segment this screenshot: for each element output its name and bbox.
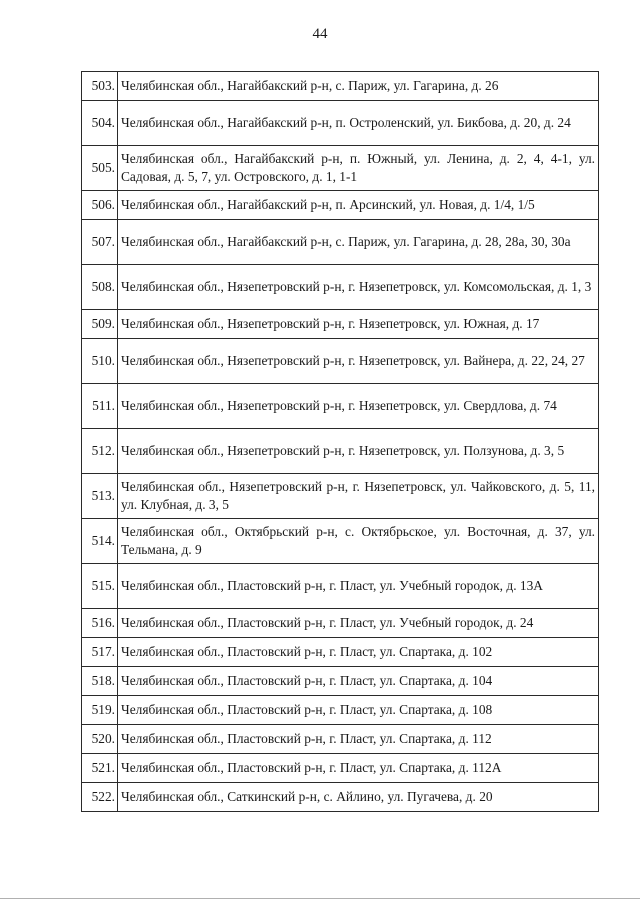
- row-number: 517.: [82, 638, 118, 667]
- row-number: 511.: [82, 384, 118, 429]
- table-row: [82, 191, 599, 220]
- address-cell: Челябинская обл., Пластовский р-н, г. Пласт, ул. Спартака, д. 104: [118, 667, 599, 696]
- row-number: 512.: [82, 429, 118, 474]
- address-cell: Челябинская обл., Нязепетровский р-н, г. Нязепетровск, ул. Вайнера, д. 22, 24, 27: [118, 339, 599, 384]
- table-row: [82, 265, 599, 310]
- address-cell: Челябинская обл., Нагайбакский р-н, п. Южный, ул. Ленина, д. 2, 4, 4-1, ул. Садовая, д. 5, 7, ул. Островского, д. 1, 1-1: [118, 146, 599, 191]
- table-row: [82, 474, 599, 519]
- row-number: 504.: [82, 101, 118, 146]
- row-number: 518.: [82, 667, 118, 696]
- row-number: 506.: [82, 191, 118, 220]
- row-number: 516.: [82, 609, 118, 638]
- table-row: [82, 310, 599, 339]
- address-cell: Челябинская обл., Нязепетровский р-н, г. Нязепетровск, ул. Комсомольская, д. 1, 3: [118, 265, 599, 310]
- address-cell: Челябинская обл., Саткинский р-н, с. Айлино, ул. Пугачева, д. 20: [118, 783, 599, 812]
- address-cell: Челябинская обл., Нагайбакский р-н, п. Остроленский, ул. Бикбова, д. 20, д. 24: [118, 101, 599, 146]
- row-number: 520.: [82, 725, 118, 754]
- table-row: [82, 564, 599, 609]
- row-number: 505.: [82, 146, 118, 191]
- row-number: 507.: [82, 220, 118, 265]
- address-cell: Челябинская обл., Октябрьский р-н, с. Октябрьское, ул. Восточная, д. 37, ул. Тельмана, д. 9: [118, 519, 599, 564]
- table-row: [82, 638, 599, 667]
- row-number: 522.: [82, 783, 118, 812]
- address-cell: Челябинская обл., Пластовский р-н, г. Пласт, ул. Учебный городок, д. 13А: [118, 564, 599, 609]
- table-row: [82, 667, 599, 696]
- address-table: [81, 71, 599, 812]
- table-row: [82, 783, 599, 812]
- row-number: 519.: [82, 696, 118, 725]
- row-number: 510.: [82, 339, 118, 384]
- address-cell: Челябинская обл., Нагайбакский р-н, п. Арсинский, ул. Новая, д. 1/4, 1/5: [118, 191, 599, 220]
- table-row: [82, 339, 599, 384]
- address-cell: Челябинская обл., Пластовский р-н, г. Пласт, ул. Учебный городок, д. 24: [118, 609, 599, 638]
- row-number: 508.: [82, 265, 118, 310]
- address-cell: Челябинская обл., Нязепетровский р-н, г. Нязепетровск, ул. Чайковского, д. 5, 11, ул. Клубная, д. 3, 5: [118, 474, 599, 519]
- address-cell: Челябинская обл., Нязепетровский р-н, г. Нязепетровск, ул. Ползунова, д. 3, 5: [118, 429, 599, 474]
- table-row: [82, 146, 599, 191]
- row-number: 503.: [82, 72, 118, 101]
- table-row: [82, 696, 599, 725]
- address-cell: Челябинская обл., Пластовский р-н, г. Пласт, ул. Спартака, д. 112А: [118, 754, 599, 783]
- address-cell: Челябинская обл., Пластовский р-н, г. Пласт, ул. Спартака, д. 102: [118, 638, 599, 667]
- table-row: [82, 609, 599, 638]
- table-row: [82, 101, 599, 146]
- address-cell: Челябинская обл., Нязепетровский р-н, г. Нязепетровск, ул. Свердлова, д. 74: [118, 384, 599, 429]
- table-row: [82, 519, 599, 564]
- page-bottom-rule: [0, 898, 640, 899]
- address-table-body: [82, 72, 599, 812]
- address-cell: Челябинская обл., Нязепетровский р-н, г. Нязепетровск, ул. Южная, д. 17: [118, 310, 599, 339]
- row-number: 515.: [82, 564, 118, 609]
- address-cell: Челябинская обл., Пластовский р-н, г. Пласт, ул. Спартака, д. 112: [118, 725, 599, 754]
- row-number: 513.: [82, 474, 118, 519]
- address-cell: Челябинская обл., Нагайбакский р-н, с. Париж, ул. Гагарина, д. 26: [118, 72, 599, 101]
- address-cell: Челябинская обл., Нагайбакский р-н, с. Париж, ул. Гагарина, д. 28, 28а, 30, 30а: [118, 220, 599, 265]
- table-row: [82, 725, 599, 754]
- row-number: 509.: [82, 310, 118, 339]
- table-row: [82, 220, 599, 265]
- page-number: 44: [312, 26, 328, 42]
- table-row: [82, 429, 599, 474]
- table-row: [82, 72, 599, 101]
- table-row: [82, 384, 599, 429]
- row-number: 521.: [82, 754, 118, 783]
- table-row: [82, 754, 599, 783]
- row-number: 514.: [82, 519, 118, 564]
- address-cell: Челябинская обл., Пластовский р-н, г. Пласт, ул. Спартака, д. 108: [118, 696, 599, 725]
